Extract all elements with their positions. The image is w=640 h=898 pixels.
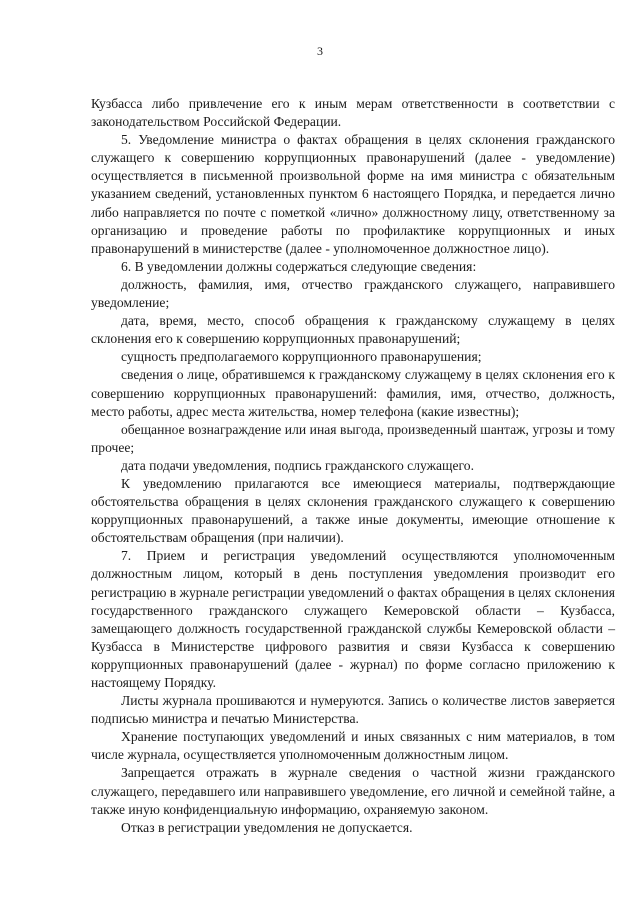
- paragraph-storage: Хранение поступающих уведомлений и иных связанных с ним материалов, в том числе журнала, осуществляется уполномоченным должностным лицом.: [91, 729, 615, 763]
- paragraph-info-person: сведения о лице, обратившемся к гражданскому служащему в целях склонения его к совершению коррупционных правонарушений: фамилия, имя, отчество, должность, место работы, адрес места жительства, номер телефона (какие известны);: [91, 367, 615, 419]
- paragraph-info-essence: сущность предполагаемого коррупционного правонарушения;: [121, 349, 482, 365]
- paragraph-item-5: 5. Уведомление министра о фактах обращения в целях склонения гражданского служащего к совершению коррупционных правонарушений (далее - уведомление) осуществляется в письменной произвольной форме на имя министра с обязательным указанием сведений, установленных пунктом 6 настоящего Порядка, и передается лично либо направляется по почте с пометкой «лично» должностному лицу, ответственному за организацию и проведение работы по профилактике коррупционных и иных правонарушений в министерстве (далее - уполномоченное должностное лицо).: [91, 132, 615, 256]
- paragraph-journal-sheets: Листы журнала прошиваются и нумеруются. Запись о количестве листов заверяется подписью министра и печатью Министерства.: [91, 693, 615, 727]
- paragraph-no-refusal: Отказ в регистрации уведомления не допускается.: [121, 819, 413, 835]
- paragraph-item-6: 6. В уведомлении должны содержаться следующие сведения:: [121, 258, 477, 274]
- paragraph-info-submission: дата подачи уведомления, подпись гражданского служащего.: [121, 457, 474, 473]
- paragraph-prohibition: Запрещается отражать в журнале сведения о частной жизни гражданского служащего, передавшего или направившего уведомление, его личной и семейной тайне, а также иную конфиденциальную информацию, охраняемую законом.: [91, 765, 615, 817]
- paragraph-continuation: Кузбасса либо привлечение его к иным мерам ответственности в соответствии с законодательством Российской Федерации.: [91, 96, 615, 130]
- document-body: [91, 95, 615, 837]
- paragraph-info-reward: обещанное вознаграждение или иная выгода, произведенный шантаж, угрозы и тому прочее;: [91, 421, 615, 455]
- page-number: 3: [317, 44, 323, 58]
- paragraph-info-datetime: дата, время, место, способ обращения к гражданскому служащему в целях склонения его к совершению коррупционных правонарушений;: [91, 313, 615, 347]
- paragraph-attachments: К уведомлению прилагаются все имеющиеся материалы, подтверждающие обстоятельства обращения в целях склонения гражданского служащего к совершению коррупционных правонарушений, а также иные документы, имеющие отношение к обстоятельствам обращения (при наличии).: [91, 475, 615, 546]
- paragraph-item-7: 7. Прием и регистрация уведомлений осуществляются уполномоченным должностным лицом, который в день поступления уведомления производит его регистрацию в журнале регистрации уведомлений о фактах обращения в целях склонения государственного гражданского служащего Кемеровской области – Кузбасса, замещающего должность государственной гражданской службы Кемеровской области – Кузбасса в Министерстве цифрового развития и связи Кузбасса к совершению коррупционных правонарушений (далее - журнал) по форме согласно приложению к настоящему Порядку.: [91, 548, 615, 690]
- paragraph-info-position: должность, фамилия, имя, отчество гражданского служащего, направившего уведомление;: [91, 276, 615, 311]
